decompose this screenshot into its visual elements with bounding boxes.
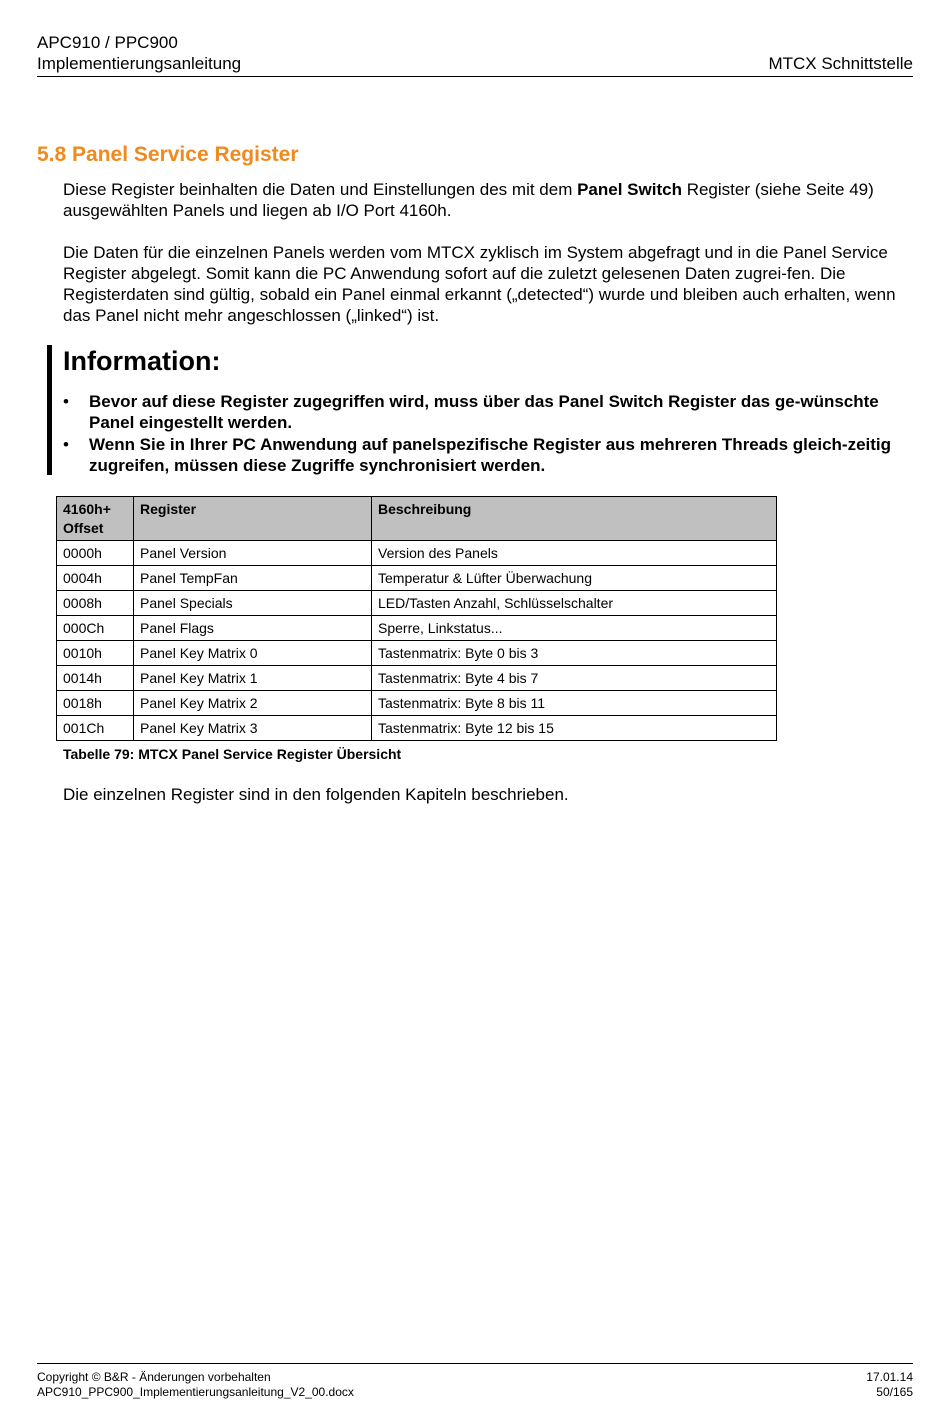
table-header-row <box>57 497 777 541</box>
intro-text-post: Register (siehe Seite 49) ausgewählten Panels und liegen ab I/O Port 4160h. <box>63 180 874 220</box>
cell-offset: 0004h <box>57 566 134 591</box>
cell-offset: 0014h <box>57 666 134 691</box>
cell-register: Panel Key Matrix 1 <box>134 666 372 691</box>
information-list <box>63 391 908 477</box>
cell-description: Tastenmatrix: Byte 8 bis 11 <box>372 691 777 716</box>
table-row <box>57 666 777 691</box>
header-description: Beschreibung <box>372 497 777 541</box>
cell-register: Panel Key Matrix 3 <box>134 716 372 741</box>
cell-description: LED/Tasten Anzahl, Schlüsselschalter <box>372 591 777 616</box>
cell-description: Tastenmatrix: Byte 4 bis 7 <box>372 666 777 691</box>
cell-description: Version des Panels <box>372 541 777 566</box>
information-item <box>63 434 908 476</box>
header-register: Register <box>134 497 372 541</box>
information-item <box>63 391 908 433</box>
register-table <box>56 496 777 741</box>
cell-offset: 001Ch <box>57 716 134 741</box>
cell-description: Tastenmatrix: Byte 0 bis 3 <box>372 641 777 666</box>
table-row <box>57 591 777 616</box>
bullet-icon: • <box>63 392 69 411</box>
cell-offset: 0000h <box>57 541 134 566</box>
cell-offset: 0018h <box>57 691 134 716</box>
data-paragraph: Die Daten für die einzelnen Panels werden vom MTCX zyklisch im System abgefragt und in die Panel Service Register abgelegt. Somit kann die PC Anwendung sofort auf die zuletzt gelesenen Daten zugrei-fen. Die Registerdaten sind gültig, sobald ein Panel einmal erkannt („detected“) wurde und bleiben auch erhalten, wenn das Panel nicht mehr angeschlossen („linked“) ist. <box>63 243 896 325</box>
table-row <box>57 541 777 566</box>
footer-date: 17.01.14 <box>866 1370 913 1384</box>
information-bar <box>47 345 52 475</box>
information-item-text: Wenn Sie in Ihrer PC Anwendung auf panelspezifische Register aus mehreren Threads gleich-zeitig zugreifen, müssen diese Zugriffe synchronisiert werden. <box>89 435 892 475</box>
intro-text-pre: Diese Register beinhalten die Daten und Einstellungen des mit dem <box>63 180 578 199</box>
page-footer <box>37 1363 913 1399</box>
table-caption: Tabelle 79: MTCX Panel Service Register Übersicht <box>63 746 402 762</box>
footer-page-number: 50/165 <box>876 1385 913 1399</box>
bullet-icon: • <box>63 435 69 454</box>
cell-offset: 000Ch <box>57 616 134 641</box>
footer-copyright: Copyright © B&R - Änderungen vorbehalten <box>37 1370 271 1384</box>
table-row <box>57 716 777 741</box>
cell-offset: 0008h <box>57 591 134 616</box>
table-row <box>57 566 777 591</box>
information-title: Information: <box>63 346 221 376</box>
cell-description: Tastenmatrix: Byte 12 bis 15 <box>372 716 777 741</box>
panel-switch-term: Panel Switch <box>577 180 682 199</box>
closing-paragraph: Die einzelnen Register sind in den folgenden Kapiteln beschrieben. <box>63 785 569 804</box>
table-row <box>57 616 777 641</box>
section-title: 5.8 Panel Service Register <box>37 143 299 166</box>
intro-paragraph <box>63 179 913 221</box>
cell-register: Panel Key Matrix 0 <box>134 641 372 666</box>
header-chapter: MTCX Schnittstelle <box>768 54 913 73</box>
page-header <box>37 32 913 77</box>
cell-register: Panel Version <box>134 541 372 566</box>
cell-register: Panel Specials <box>134 591 372 616</box>
cell-register: Panel Key Matrix 2 <box>134 691 372 716</box>
header-product: APC910 / PPC900 <box>37 33 178 52</box>
cell-register: Panel Flags <box>134 616 372 641</box>
table-row <box>57 641 777 666</box>
cell-register: Panel TempFan <box>134 566 372 591</box>
table-row <box>57 691 777 716</box>
information-item-text: Bevor auf diese Register zugegriffen wird, muss über das Panel Switch Register das ge-wünschte Panel eingestellt werden. <box>89 392 879 432</box>
cell-description: Temperatur & Lüfter Überwachung <box>372 566 777 591</box>
cell-description: Sperre, Linkstatus... <box>372 616 777 641</box>
table-body <box>57 541 777 741</box>
header-doc-type: Implementierungsanleitung <box>37 54 242 73</box>
header-offset: 4160h+ Offset <box>57 497 134 541</box>
cell-offset: 0010h <box>57 641 134 666</box>
footer-filename: APC910_PPC900_Implementierungsanleitung_V2_00.docx <box>37 1385 354 1399</box>
